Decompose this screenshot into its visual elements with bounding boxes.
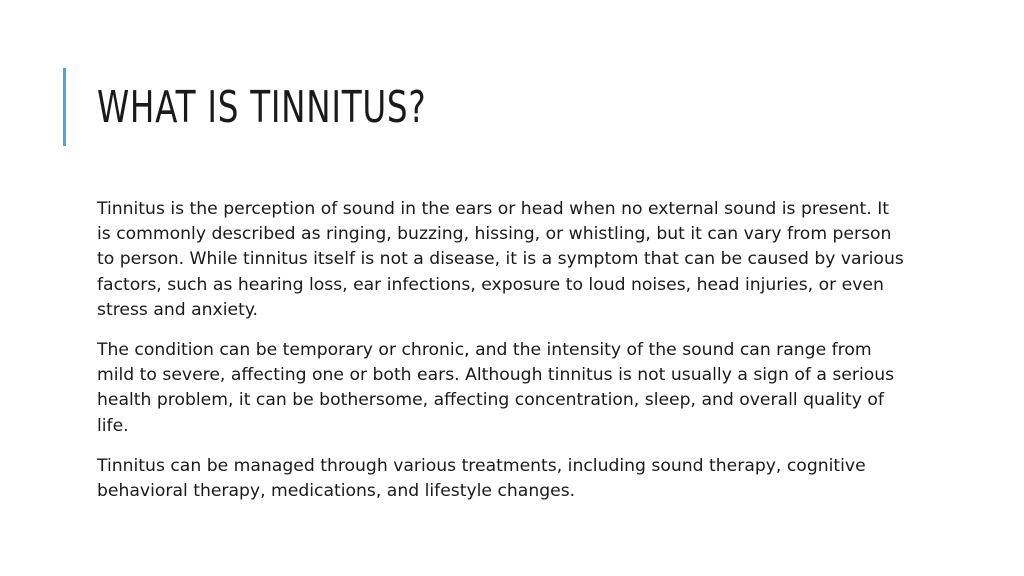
body-paragraph-1: Tinnitus is the perception of sound in the ears or head when no external sound is present. It is commonly described as ringing, buzzing, hissing, or whistling, but it can vary from person to person. While tinnitus itself is not a disease, it is a symptom that can be caused by various factors, such as hearing loss, ear infections, exposure to loud noises, head injuries, or even stress and anxiety. — [97, 199, 904, 320]
body-paragraph-3: Tinnitus can be managed through various treatments, including sound therapy, cognitive behavioral therapy, medications, and lifestyle changes. — [97, 455, 866, 502]
title-accent-bar — [63, 68, 66, 146]
slide-body — [97, 197, 907, 519]
slide-title: WHAT IS TINNITUS? — [97, 82, 427, 133]
body-paragraph-2: The condition can be temporary or chronic, and the intensity of the sound can range from mild to severe, affecting one or both ears. Although tinnitus is not usually a sign of a serious health problem, it can be bothersome, affecting concentration, sleep, and overall quality of life. — [97, 340, 895, 436]
